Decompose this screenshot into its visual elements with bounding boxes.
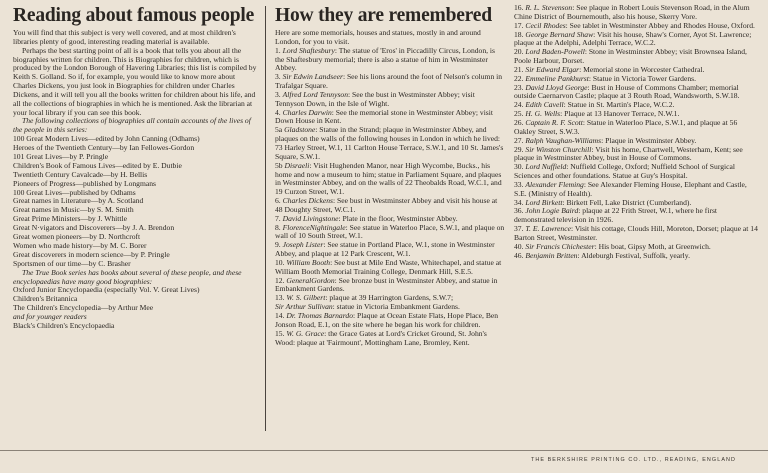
entry-text: : Plaque in Westminster Abbey. — [601, 135, 697, 145]
entry-person-name: Captain R. F. Scott — [525, 117, 583, 127]
entry-person-name: Edith Cavell — [525, 100, 564, 110]
entry-number: 12. — [275, 275, 287, 285]
left-intro: You will find that this subject is very well covered, and at most children's libraries plenty of good, interesting reading material is available. — [13, 28, 236, 46]
entry-number: 16. — [514, 3, 526, 12]
footer — [0, 450, 768, 473]
entry-person-name: Lord Birkett — [525, 197, 563, 207]
entry-person-name: Cecil Rhodes — [525, 20, 566, 30]
entry-number: 27. — [514, 135, 526, 145]
right-column — [514, 4, 758, 260]
entry-text: : the Grace Gates at Lord's Cricket Ground, St. John's Wood: plaque at 'Fairmount', Mottingham Lane, Bromley, Kent. — [275, 328, 487, 347]
entry-text: : Statue in the Strand; plaque in Westminster Abbey, and plaques on the walls of the following houses in London in which he lived: 73 Harley Street, W.1, 11 Carlton House Terrace, S.W.1, and 10 St. James's Square, S.W.1. — [275, 125, 504, 161]
list-item: Sportsmen of our time—by C. Brasher — [13, 259, 131, 268]
true-book-note: The True Book series has books about several of these people, and these encyclopaedias have many good biographies: — [13, 267, 242, 286]
list-item: Heroes of the Twentieth Century—by Ian Fellowes-Gordon — [13, 144, 195, 153]
list-item: The Children's Encyclopedia—by Arthur Mee — [13, 304, 154, 313]
memorial-entry — [275, 259, 506, 277]
left-para-biographies: Perhaps the best starting point of all is a book that tells you about all the biographies written for children. This is Biographies for children, which is produced by the London Borough of Havering Libraries; this list is compiled by Keith S. Golland. So if, for example, you would like to know more about Charles Dickens, you just look in Biographies for children under Charles Dickens, and it will tell you all the books written for children about his life, and all the collections of biographies in which he is mentioned. Ask the librarian at your local library if you can see this book. — [13, 45, 257, 117]
entry-person-name: Gladstone — [284, 125, 316, 135]
list-item: 101 Great Lives—by P. Pringle — [13, 152, 109, 161]
entry-number: 9. — [275, 240, 283, 250]
entry-person-name: T. E. Lawrence — [525, 224, 571, 234]
entry-number: 4. — [275, 107, 283, 117]
younger-readers-note: and for younger readers — [13, 312, 87, 322]
entry-number: 36. — [514, 206, 526, 216]
memorial-entry — [514, 84, 758, 102]
entry-text: : See statue in Portland Place, W.1, stone in Westminster Abbey, and plaque at 12 Park Crescent, W.1. — [275, 240, 495, 259]
list-item: Pioneers of Progress—published by Longmans — [13, 179, 157, 188]
entry-number: 6. — [275, 196, 283, 206]
memorial-entry — [275, 91, 506, 109]
entry-text: : See his lions around the foot of Nelson's column in Trafalgar Square. — [275, 72, 503, 91]
left-heading: Reading about famous people — [13, 5, 255, 26]
memorial-entry — [275, 277, 506, 295]
entry-person-name: Sir Edwin Landseer — [282, 72, 343, 82]
list-item: Oxford Junior Encyclopaedia (especially Vol. V. Great Lives) — [13, 286, 200, 295]
middle-intro: Here are some memorials, houses and statues, mostly in and around London, for you to visit. — [275, 28, 481, 46]
entry-text: : See statue in Waterloo Place, S.W.1, and plaque on wall of 10 South Street, W.1. — [275, 222, 505, 241]
entry-number: 37. — [514, 224, 526, 234]
entry-text: : His boat, Gipsy Moth, at Greenwich. — [594, 241, 711, 251]
memorial-entry — [275, 126, 506, 161]
memorial-entry — [275, 330, 506, 348]
entry-text: : See tablet in Westminster Abbey and Rhodes House, Oxford. — [565, 20, 755, 30]
list-item: Women who made history—by M. C. Borer — [13, 242, 147, 250]
left-column — [13, 0, 258, 331]
entry-person-name: Joseph Lister — [282, 240, 324, 250]
entry-person-name: Sir Winston Churchill — [525, 144, 592, 154]
memorial-entry — [514, 119, 758, 137]
entry-number: 33. — [514, 179, 526, 189]
collections-list — [13, 135, 258, 269]
entry-text: : Nuffield College, Oxford; Nuffield School of Surgical Sciences and other foundations. Statue at Guy's Hospital. — [514, 162, 735, 181]
entry-number: 46. — [514, 250, 526, 260]
entry-text: : Stone in Westminster Abbey; visit Brownsea Island, Poole Harbour, Dorset. — [514, 47, 747, 66]
list-item: Great discoverers in modern science—by P. Pringle — [13, 250, 170, 259]
entry-number: 22. — [514, 73, 526, 83]
entry-number: 40. — [514, 241, 526, 251]
entry-person-name: Ralph Vaughan-Williams — [525, 135, 602, 145]
entry-number: 15. — [275, 328, 287, 338]
entry-person-name: W. S. Gilbert — [286, 293, 326, 303]
entry-text: : See bronze bust in Westminster Abbey, and statue in Embankment Gardens. — [275, 275, 498, 294]
list-item: Twentieth Century Cavalcade—by H. Bellis — [13, 170, 148, 179]
entry-person-name: David Livingstone — [282, 213, 339, 223]
entry-text: : See bust at Mile End Waste, Whitechapel, and statue at William Booth Memorial Training College, Denmark Hill, S.E.5. — [275, 257, 502, 276]
list-item: Great names in Music—by S. M. Smith — [13, 206, 134, 215]
entry-number: 30. — [514, 162, 526, 172]
entry-number: 25. — [514, 109, 526, 119]
entry-person-name: Sir Francis Chichester — [525, 241, 595, 251]
entry-text: : Visit his house, Shaw's Corner, Ayot St. Lawrence; plaque at the Adelphi, Adelphi Terrace, W.C.2. — [514, 29, 752, 48]
memorial-entry — [275, 73, 506, 91]
entry-text: : statue in Victoria Embankment Gardens. — [332, 302, 460, 312]
middle-heading: How they are remembered — [275, 5, 492, 26]
entry-text: : See plaque in Robert Louis Stevenson Road, in the Alum Chine District of Bournemouth, also his house, Skerry Vore. — [514, 3, 750, 21]
entry-number: 24. — [514, 100, 526, 110]
entry-text: : See the bust in Westminster Abbey; visit Tennyson Down, in the Isle of Wight. — [275, 89, 475, 108]
entry-number: 18. — [514, 29, 526, 39]
entry-text: : Plaque at 13 Hanover Terrace, N.W.1. — [560, 109, 680, 119]
entry-number: 21. — [514, 64, 526, 74]
entry-person-name: David Lloyd George — [525, 82, 588, 92]
entry-number: 5a — [275, 125, 285, 135]
entry-number: 1. — [275, 45, 283, 55]
middle-column — [275, 0, 506, 347]
memorial-entry — [514, 31, 758, 49]
memorial-entry — [514, 181, 758, 199]
left-body — [13, 29, 258, 331]
entry-person-name: George Bernard Shaw — [525, 29, 594, 39]
entry-text: : The statue of 'Eros' in Piccadilly Circus, London, is the Shaftesbury memorial; there is also a statue of him in Westminster Abbey. — [275, 45, 495, 73]
entry-number: 17. — [514, 20, 526, 30]
memorial-entry — [275, 47, 506, 74]
entry-number: 23. — [514, 82, 526, 92]
memorial-entry — [275, 162, 506, 197]
entry-person-name: R. L. Stevenson — [525, 3, 573, 12]
memorials-list-continued — [514, 4, 758, 260]
blacks-encyclopaedia: Black's Children's Encyclopaedia — [13, 320, 115, 330]
entry-person-name: Sir Edward Elgar — [525, 64, 580, 74]
list-item: Great Prime Ministers—by J. Whittle — [13, 215, 127, 224]
entry-text: : Plaque at Ocean Estate Flats, Hope Place, Ben Jonson Road, E.1, on the site where he began his work for children. — [275, 311, 499, 329]
entry-text: : Visit his cottage, Clouds Hill, Moreton, Dorset; plaque at 14 Barton Street, Westminster. — [514, 224, 758, 242]
entry-person-name: H. G. Wells — [525, 109, 561, 119]
entry-text: : Statue in Victoria Tower Gardens. — [588, 73, 697, 83]
entry-text: : Memorial stone in Worcester Cathedral. — [579, 64, 705, 74]
entry-person-name: Lord Shaftesbury — [282, 45, 335, 55]
entry-text: : See the memorial stone in Westminster Abbey; visit Down House in Kent. — [275, 107, 493, 126]
entry-person-name: Emmeline Pankhurst — [525, 73, 589, 83]
entry-number: 26. — [514, 117, 526, 127]
memorials-list — [275, 29, 506, 347]
entry-text: : Birkett Fell, Lake District (Cumberland). — [562, 197, 692, 207]
entry-person-name: Disraeli — [284, 160, 310, 170]
entry-text: : Bust in House of Commons Chamber; memorial outside Caernarvon Castle; plaque at 3 Routh Road, Wandsworth, S.W.18. — [514, 82, 740, 101]
entry-number: 3. — [275, 89, 283, 99]
entry-person-name: Alexander Fleming — [525, 179, 584, 189]
encyclopaedia-list — [13, 286, 258, 313]
memorial-entry — [275, 224, 506, 242]
list-item: 100 Great Lives—published by Odhams — [13, 188, 136, 197]
entry-person-name: William Booth — [286, 257, 331, 267]
list-item: 100 Great Modern Lives—edited by John Canning (Odhams) — [13, 135, 200, 144]
memorial-entry — [514, 163, 758, 181]
entry-person-name: Lord Baden-Powell — [525, 47, 585, 57]
entry-person-name: Dr. Thomas Barnardo — [286, 311, 353, 320]
entry-number: 14. — [275, 311, 287, 320]
list-item: Children's Britannica — [13, 295, 78, 304]
memorial-entry — [514, 4, 758, 22]
entry-number: 34. — [514, 197, 526, 207]
entry-person-name: Alfred Lord Tennyson — [282, 89, 348, 99]
entry-text: : Statue in Waterloo Place, S.W.1, and plaque at 56 Oakley Street, S.W.3. — [514, 117, 738, 136]
entry-text: : plaque at 22 Frith Street, W.1, where he first demonstrated television in 1926. — [514, 206, 718, 225]
entry-number: 7. — [275, 213, 283, 223]
entry-person-name: Sir Arthur Sullivan — [275, 302, 333, 312]
memorial-entry — [275, 197, 506, 215]
list-item: Great N·vigators and Discoverers—by J. A. Brendon — [13, 224, 175, 233]
entry-number: 29. — [514, 144, 526, 154]
entry-person-name: John Logie Baird — [525, 206, 579, 216]
entry-person-name: Lord Nuffield — [525, 162, 567, 172]
entry-person-name: GeneralGordon — [286, 275, 335, 285]
entry-person-name: Charles Darwin — [282, 107, 332, 117]
memorial-entry — [514, 207, 758, 225]
memorial-entry — [514, 146, 758, 164]
memorial-entry — [275, 241, 506, 259]
entry-text: : Aldeburgh Festival, Suffolk, yearly. — [577, 250, 690, 260]
entry-number: 5b — [275, 160, 285, 170]
collections-intro: The following collections of biographies all contain accounts of the lives of the people in this series: — [13, 116, 251, 135]
entry-text: : Statue in St. Martin's Place, W.C.2. — [563, 100, 675, 110]
column-divider — [265, 6, 266, 431]
entry-text: : See Alexander Fleming House, Elephant and Castle, S.E. (Ministry of Health). — [514, 179, 747, 198]
entry-person-name: W. G. Grace — [286, 328, 325, 338]
list-item: Great women pioneers—by D. Northcroft — [13, 233, 141, 242]
memorial-entry — [514, 48, 758, 66]
entry-text: : Visit Hughenden Manor, near High Wycombe, Bucks., his home and now a museum to him; statue in Parliament Square, and plaques in Westminster Abbey, and on the walls of 22 Theobalds Road, W.C.1, and 19 Curzon Street, W.1. — [275, 160, 502, 197]
entry-number: 8. — [275, 222, 283, 232]
entry-text: : See bust in Westminster Abbey and visit his house at 48 Doughty Street, W.C.1. — [275, 196, 498, 214]
memorial-entry — [275, 109, 506, 127]
entry-person-name: Charles Dickens — [282, 196, 333, 206]
entry-text: : Plate in the floor, Westminster Abbey. — [338, 213, 458, 223]
list-item: Great names in Literature—by A. Scotland — [13, 197, 144, 206]
entry-person-name: Benjamin Britten — [525, 250, 578, 260]
memorial-entry — [275, 312, 506, 330]
entry-number: 10. — [275, 257, 287, 267]
memorial-entry — [514, 252, 758, 261]
entry-number: 3. — [275, 72, 283, 82]
list-item: Children's Book of Famous Lives—edited by E. Dutbie — [13, 161, 182, 170]
entry-number: 13. — [275, 293, 287, 303]
entry-text: : Visit his home, Chartwell, Westerham, Kent; see plaque in Westminster Abbey, bust in House of Commons. — [514, 144, 743, 163]
entry-person-name: FlorenceNightingale — [282, 222, 346, 232]
printer-credit: THE BERKSHIRE PRINTING CO. LTD., READING, ENGLAND — [530, 457, 736, 463]
entry-text: : plaque at 39 Harrington Gardens, S.W.7; — [325, 293, 454, 303]
entry-number: 20. — [514, 47, 526, 57]
memorial-entry — [514, 225, 758, 243]
